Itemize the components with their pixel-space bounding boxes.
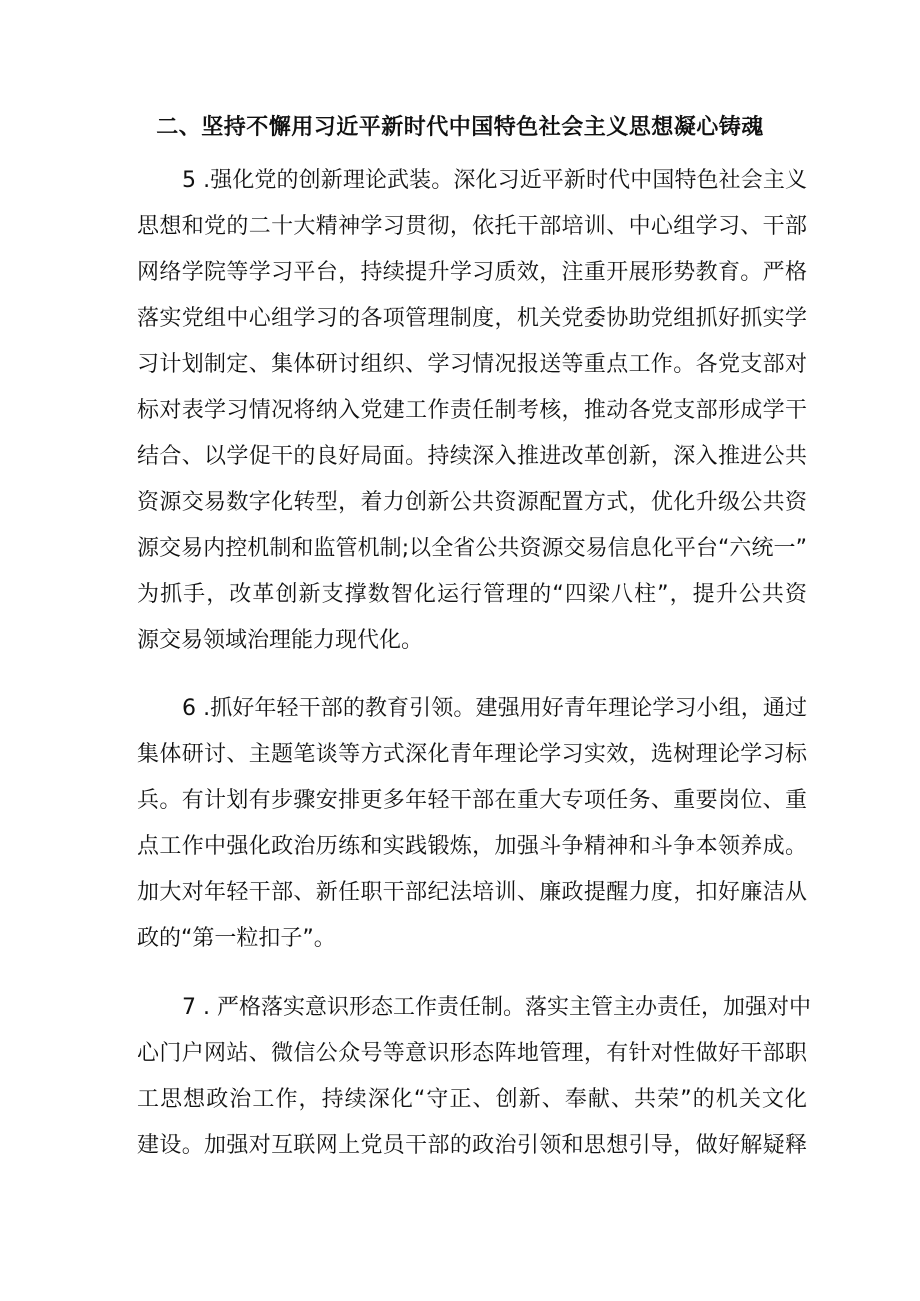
paragraph-5-line: 习计划制定、集体研讨组织、学习情况报送等重点工作。各党支部对 — [137, 352, 807, 377]
paragraph-5-line: 标对表学习情况将纳入党建工作责任制考核，推动各党支部形成学干 — [137, 398, 807, 423]
paragraph-6-line: 加大对年轻干部、新任职干部纪法培训、廉政提醒力度，扣好廉洁从 — [137, 880, 807, 905]
section-heading: 二、坚持不懈用习近平新时代中国特色社会主义思想凝心铸魂 — [156, 115, 764, 140]
paragraph-5-line: 源交易领域治理能力现代化。 — [137, 628, 424, 653]
paragraph-7-line: 建设。加强对互联网上党员干部的政治引领和思想引导，做好解疑释 — [137, 1133, 807, 1158]
paragraph-5-line: 思想和党的二十大精神学习贯彻，依托干部培训、中心组学习、干部 — [137, 214, 807, 239]
paragraph-5-line: 资源交易数字化转型，着力创新公共资源配置方式，优化升级公共资 — [137, 490, 807, 515]
paragraph-6-line: 集体研讨、主题笔谈等方式深化青年理论学习实效，选树理论学习标 — [137, 742, 807, 767]
paragraph-7-line: 7 . 严格落实意识形态工作责任制。落实主管主办责任，加强对中 — [182, 995, 811, 1020]
paragraph-7-line: 心门户网站、微信公众号等意识形态阵地管理，有针对性做好干部职 — [137, 1041, 807, 1066]
paragraph-6-line: 点工作中强化政治历练和实践锻炼，加强斗争精神和斗争本领养成。 — [137, 834, 807, 859]
paragraph-5-line: 网络学院等学习平台，持续提升学习质效，注重开展形势教育。严格 — [137, 260, 807, 285]
paragraph-7-line: 工思想政治工作，持续深化“守正、创新、奉献、共荣”的机关文化 — [137, 1087, 807, 1112]
paragraph-6-line: 兵。有计划有步骤安排更多年轻干部在重大专项任务、重要岗位、重 — [137, 788, 807, 813]
paragraph-6-line: 政的“第一粒扣子”。 — [137, 926, 336, 951]
paragraph-5-line: 结合、以学促干的良好局面。持续深入推进改革创新，深入推进公共 — [137, 444, 807, 469]
paragraph-5-line: 源交易内控机制和监管机制;以全省公共资源交易信息化平台“六统一” — [137, 536, 807, 561]
paragraph-5-line: 落实党组中心组学习的各项管理制度，机关党委协助党组抓好抓实学 — [137, 306, 807, 331]
paragraph-5-line: 5 .强化党的创新理论武装。深化习近平新时代中国特色社会主义 — [182, 168, 807, 193]
paragraph-5-line: 为抓手，改革创新支撑数智化运行管理的“四梁八柱”，提升公共资 — [137, 582, 807, 607]
paragraph-6-line: 6 .抓好年轻干部的教育引领。建强用好青年理论学习小组，通过 — [182, 696, 807, 721]
